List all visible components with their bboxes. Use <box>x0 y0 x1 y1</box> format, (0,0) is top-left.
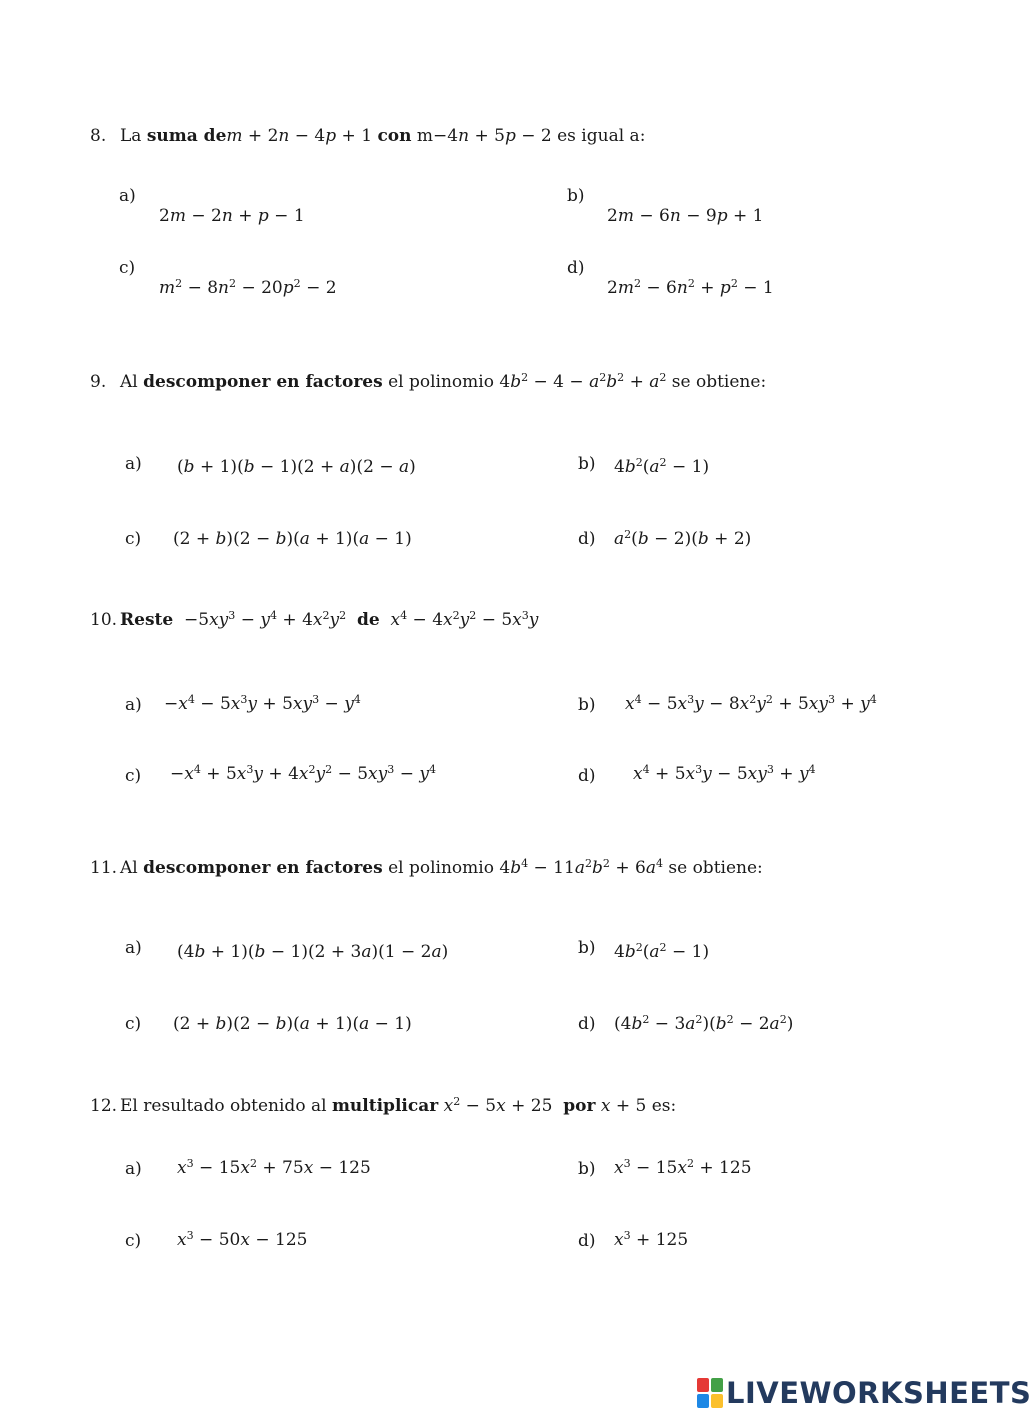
option-answer: $a^2(b - 2)(b + 2)$ <box>614 527 752 549</box>
option-label: b) <box>578 1159 596 1179</box>
option-answer: $m^2 - 8n^2 - 20p^2 - 2$ <box>159 276 337 298</box>
question-8 <box>90 128 645 145</box>
option-label: c) <box>125 1231 142 1251</box>
question-9 <box>90 370 767 392</box>
question-prompt: La suma dem + 2n − 4p + 1 con m−4n + 5p − 2 es igual a: <box>120 126 646 146</box>
question-12 <box>90 1094 677 1116</box>
question-prompt: El resultado obtenido al multiplicar $x^2 - 5x + 25$ por x + 5 es: <box>120 1094 677 1116</box>
question-10 <box>90 608 539 630</box>
option-answer: $x^4 - 5x^3y - 8x^2y^2 + 5xy^3 + y^4$ <box>625 692 877 714</box>
option-label: a) <box>125 454 142 474</box>
option-label: b) <box>578 454 596 474</box>
question-prompt: Al descomponer en factores el polinomio $4b^2 - 4 - a^2b^2 + a^2$ se obtiene: <box>120 370 767 392</box>
option-answer: $x^3 - 15x^2 + 125$ <box>614 1156 752 1178</box>
question-11 <box>90 856 763 878</box>
option-label: a) <box>125 695 142 715</box>
logo-square-green <box>711 1378 723 1392</box>
logo-text: LIVEWORKSHEETS <box>726 1376 1031 1410</box>
option-answer: $(4b^2 - 3a^2)(b^2 - 2a^2)$ <box>614 1012 794 1034</box>
option-answer: 2m − 6n − 9p + 1 <box>607 206 764 226</box>
option-label: c) <box>125 529 142 549</box>
option-answer: $-x^4 + 5x^3y + 4x^2y^2 - 5xy^3 - y^4$ <box>170 762 436 784</box>
option-label: c) <box>125 1014 142 1034</box>
option-label: a) <box>119 186 136 206</box>
option-answer: $4b^2(a^2 - 1)$ <box>614 455 710 477</box>
option-label: d) <box>578 1231 596 1251</box>
logo-square-red <box>697 1378 709 1392</box>
question-number: 9. <box>90 372 107 392</box>
liveworksheets-logo <box>697 1376 1031 1410</box>
option-label: d) <box>567 258 585 278</box>
option-answer: (b + 1)(b − 1)(2 + a)(2 − a) <box>177 457 416 477</box>
option-answer: $x^3 + 125$ <box>614 1228 689 1250</box>
option-answer: (2 + b)(2 − b)(a + 1)(a − 1) <box>173 1014 412 1034</box>
option-answer: (2 + b)(2 − b)(a + 1)(a − 1) <box>173 529 412 549</box>
question-number: 10. <box>90 610 118 630</box>
option-label: a) <box>125 938 142 958</box>
option-answer: $x^4 + 5x^3y - 5xy^3 + y^4$ <box>633 762 816 784</box>
option-label: b) <box>578 695 596 715</box>
option-answer: (4b + 1)(b − 1)(2 + 3a)(1 − 2a) <box>177 942 449 962</box>
option-label: c) <box>119 258 136 278</box>
logo-square-yellow <box>711 1394 723 1408</box>
question-number: 8. <box>90 126 107 146</box>
question-prompt: Reste $-5xy^3 - y^4 + 4x^2y^2$ de $x^4 - 4x^2y^2 - 5x^3y$ <box>120 608 539 630</box>
option-answer: $4b^2(a^2 - 1)$ <box>614 940 710 962</box>
option-answer: $2m^2 - 6n^2 + p^2 - 1$ <box>607 276 774 298</box>
liveworksheets-logo-icon <box>697 1378 723 1408</box>
option-answer: $x^3 - 15x^2 + 75x - 125$ <box>177 1156 371 1178</box>
option-answer: 2m − 2n + p − 1 <box>159 206 305 226</box>
option-answer: $x^3 - 50x - 125$ <box>177 1228 308 1250</box>
option-label: d) <box>578 529 596 549</box>
question-prompt: Al descomponer en factores el polinomio $4b^4 - 11a^2b^2 + 6a^4$ se obtiene: <box>120 856 763 878</box>
option-label: a) <box>125 1159 142 1179</box>
option-label: c) <box>125 766 142 786</box>
question-number: 12. <box>90 1096 118 1116</box>
option-label: d) <box>578 766 596 786</box>
question-number: 11. <box>90 858 118 878</box>
option-label: b) <box>567 186 585 206</box>
option-label: b) <box>578 938 596 958</box>
logo-square-blue <box>697 1394 709 1408</box>
option-answer: $-x^4 - 5x^3y + 5xy^3 - y^4$ <box>164 692 361 714</box>
option-label: d) <box>578 1014 596 1034</box>
